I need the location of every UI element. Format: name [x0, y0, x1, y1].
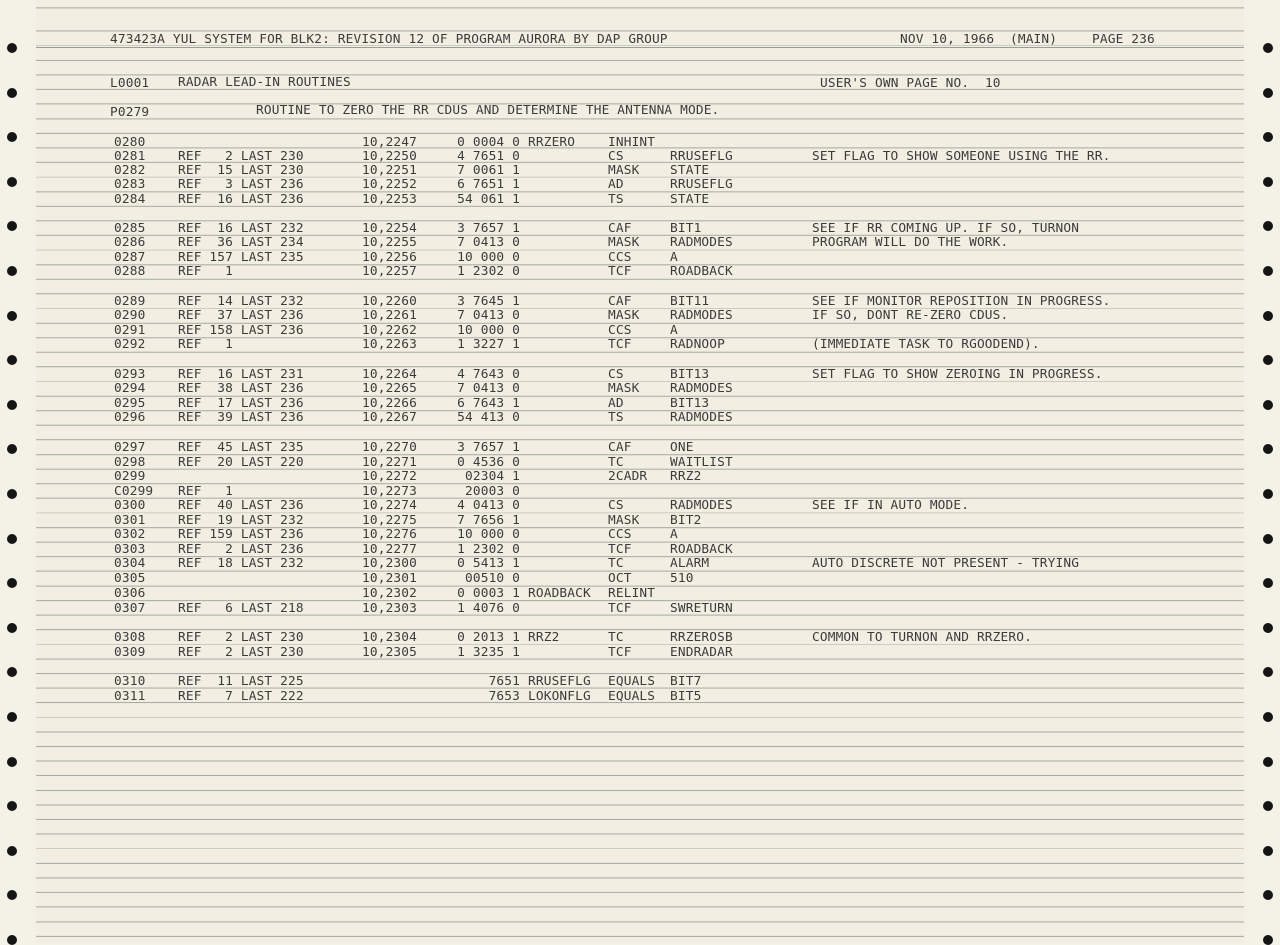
cross-reference: REF 2 LAST 230	[178, 149, 304, 164]
cross-reference: REF 11 LAST 225	[178, 674, 304, 689]
opcode: TCF	[608, 645, 632, 660]
cross-reference: REF 20 LAST 220	[178, 455, 304, 470]
sprocket-hole	[7, 935, 17, 945]
operand: RRUSEFLG	[670, 177, 733, 192]
sprocket-hole	[7, 623, 17, 633]
comment: IF SO, DONT RE-ZERO CDUS.	[812, 308, 1009, 323]
sprocket-hole	[1263, 43, 1273, 53]
machine-code: 54 413 0	[457, 410, 520, 425]
address: 10,2266	[362, 396, 417, 411]
cross-reference: REF 158 LAST 236	[178, 323, 304, 338]
page-rule	[36, 47, 1244, 48]
location-label: RRUSEFLG	[528, 674, 591, 689]
comment: SET FLAG TO SHOW ZEROING IN PROGRESS.	[812, 367, 1103, 382]
opcode: CAF	[608, 221, 632, 236]
sequence-number: 0290	[114, 308, 146, 323]
cross-reference: REF 45 LAST 235	[178, 440, 304, 455]
cross-reference: REF 14 LAST 232	[178, 294, 304, 309]
comment: PROGRAM WILL DO THE WORK.	[812, 235, 1009, 250]
sprocket-hole	[7, 311, 17, 321]
opcode: INHINT	[608, 135, 656, 150]
sequence-number: 0297	[114, 440, 146, 455]
sprocket-hole	[7, 266, 17, 276]
address: 10,2260	[362, 294, 417, 309]
cross-reference: REF 16 LAST 236	[178, 192, 304, 207]
operand: RADNOOP	[670, 337, 725, 352]
address: 10,2247	[362, 135, 417, 150]
opcode: MASK	[608, 513, 640, 528]
sprocket-hole	[1263, 935, 1273, 945]
address: 10,2272	[362, 469, 417, 484]
cross-reference: REF 36 LAST 234	[178, 235, 304, 250]
cross-reference: REF 19 LAST 232	[178, 513, 304, 528]
machine-code: 4 7643 0	[457, 367, 520, 382]
sequence-number: 0300	[114, 498, 146, 513]
machine-code: 0 5413 1	[457, 556, 520, 571]
sprocket-hole	[7, 400, 17, 410]
machine-code: 4 0413 0	[457, 498, 520, 513]
cross-reference: REF 1	[178, 484, 233, 499]
machine-code: 7 0413 0	[457, 381, 520, 396]
sprocket-hole	[1263, 177, 1273, 187]
address: 10,2302	[362, 586, 417, 601]
cross-reference: REF 15 LAST 230	[178, 163, 304, 178]
machine-code: 7653	[488, 689, 520, 704]
opcode: CAF	[608, 440, 632, 455]
sprocket-hole	[7, 43, 17, 53]
sequence-number: 0284	[114, 192, 146, 207]
operand: ROADBACK	[670, 264, 733, 279]
comment: SEE IF MONITOR REPOSITION IN PROGRESS.	[812, 294, 1111, 309]
sprocket-hole	[1263, 266, 1273, 276]
opcode: EQUALS	[608, 689, 656, 704]
sprocket-hole	[1263, 757, 1273, 767]
sequence-number: 0309	[114, 645, 146, 660]
sequence-number: 0298	[114, 455, 146, 470]
sprocket-hole	[7, 177, 17, 187]
operand: RADMODES	[670, 308, 733, 323]
sprocket-hole	[1263, 400, 1273, 410]
address: 10,2262	[362, 323, 417, 338]
address: 10,2254	[362, 221, 417, 236]
address: 10,2276	[362, 527, 417, 542]
address: 10,2270	[362, 440, 417, 455]
operand: RADMODES	[670, 498, 733, 513]
machine-code: 00510 0	[465, 571, 520, 586]
address: 10,2257	[362, 264, 417, 279]
machine-code: 3 7657 1	[457, 440, 520, 455]
machine-code: 3 7657 1	[457, 221, 520, 236]
machine-code: 7 0413 0	[457, 308, 520, 323]
opcode: TCF	[608, 542, 632, 557]
machine-code: 10 000 0	[457, 250, 520, 265]
location-label: RRZERO	[528, 135, 576, 150]
machine-code: 1 2302 0	[457, 264, 520, 279]
opcode: MASK	[608, 235, 640, 250]
cross-reference: REF 38 LAST 236	[178, 381, 304, 396]
address: 10,2265	[362, 381, 417, 396]
log-label: L0001	[110, 76, 150, 91]
machine-code: 02304 1	[465, 469, 520, 484]
listing-title: 473423A YUL SYSTEM FOR BLK2: REVISION 12 OF PROGRAM AURORA BY DAP GROUP	[110, 32, 668, 47]
machine-code: 54 061 1	[457, 192, 520, 207]
address: 10,2256	[362, 250, 417, 265]
cross-reference: REF 2 LAST 230	[178, 630, 304, 645]
operand: A	[670, 323, 678, 338]
opcode: AD	[608, 177, 624, 192]
address: 10,2304	[362, 630, 417, 645]
machine-code: 7 7656 1	[457, 513, 520, 528]
cross-reference: REF 2 LAST 230	[178, 645, 304, 660]
operand: BIT5	[670, 689, 702, 704]
opcode: TS	[608, 410, 624, 425]
machine-code: 0 2013 1	[457, 630, 520, 645]
sprocket-hole	[1263, 489, 1273, 499]
sequence-number: 0282	[114, 163, 146, 178]
sequence-number: 0293	[114, 367, 146, 382]
listing-date: NOV 10, 1966 (MAIN)	[900, 32, 1058, 47]
machine-code: 10 000 0	[457, 527, 520, 542]
operand: RADMODES	[670, 410, 733, 425]
operand: BIT11	[670, 294, 710, 309]
operand: RRZ2	[670, 469, 702, 484]
cross-reference: REF 16 LAST 232	[178, 221, 304, 236]
opcode: CAF	[608, 294, 632, 309]
sequence-number: 0304	[114, 556, 146, 571]
sprocket-hole	[1263, 846, 1273, 856]
address: 10,2301	[362, 571, 417, 586]
opcode: MASK	[608, 163, 640, 178]
operand: RADMODES	[670, 381, 733, 396]
opcode: TC	[608, 630, 624, 645]
machine-code: 3 7645 1	[457, 294, 520, 309]
opcode: 2CADR	[608, 469, 648, 484]
sequence-number: 0308	[114, 630, 146, 645]
opcode: MASK	[608, 308, 640, 323]
sprocket-hole	[7, 88, 17, 98]
address: 10,2264	[362, 367, 417, 382]
location-label: LOKONFLG	[528, 689, 591, 704]
sequence-number: C0299	[114, 484, 154, 499]
opcode: TS	[608, 192, 624, 207]
cross-reference: REF 39 LAST 236	[178, 410, 304, 425]
sequence-number: 0307	[114, 601, 146, 616]
opcode: TCF	[608, 264, 632, 279]
machine-code: 20003 0	[465, 484, 520, 499]
operand: ALARM	[670, 556, 710, 571]
sequence-number: 0283	[114, 177, 146, 192]
sequence-number: 0301	[114, 513, 146, 528]
sprocket-hole	[1263, 712, 1273, 722]
sequence-number: 0295	[114, 396, 146, 411]
machine-code: 6 7651 1	[457, 177, 520, 192]
sequence-number: 0299	[114, 469, 146, 484]
operand: 510	[670, 571, 694, 586]
operand: A	[670, 250, 678, 265]
machine-code: 1 3235 1	[457, 645, 520, 660]
comment: SET FLAG TO SHOW SOMEONE USING THE RR.	[812, 149, 1111, 164]
procedure-title: ROUTINE TO ZERO THE RR CDUS AND DETERMINE THE ANTENNA MODE.	[256, 103, 720, 118]
opcode: EQUALS	[608, 674, 656, 689]
address: 10,2263	[362, 337, 417, 352]
operand: BIT13	[670, 396, 710, 411]
location-label: ROADBACK	[528, 586, 591, 601]
machine-code: 0 0004 0	[457, 135, 520, 150]
comment: (IMMEDIATE TASK TO RGOODEND).	[812, 337, 1040, 352]
sequence-number: 0296	[114, 410, 146, 425]
operand: BIT1	[670, 221, 702, 236]
sprocket-hole	[7, 757, 17, 767]
cross-reference: REF 16 LAST 231	[178, 367, 304, 382]
sequence-number: 0302	[114, 527, 146, 542]
machine-code: 10 000 0	[457, 323, 520, 338]
cross-reference: REF 157 LAST 235	[178, 250, 304, 265]
address: 10,2253	[362, 192, 417, 207]
address: 10,2277	[362, 542, 417, 557]
operand: BIT2	[670, 513, 702, 528]
sequence-number: 0285	[114, 221, 146, 236]
cross-reference: REF 17 LAST 236	[178, 396, 304, 411]
opcode: TCF	[608, 337, 632, 352]
opcode: OCT	[608, 571, 632, 586]
operand: ONE	[670, 440, 694, 455]
address: 10,2251	[362, 163, 417, 178]
opcode: RELINT	[608, 586, 656, 601]
sequence-number: 0305	[114, 571, 146, 586]
comment: SEE IF IN AUTO MODE.	[812, 498, 970, 513]
opcode: TCF	[608, 601, 632, 616]
cross-reference: REF 7 LAST 222	[178, 689, 304, 704]
sequence-number: 0280	[114, 135, 146, 150]
comment: AUTO DISCRETE NOT PRESENT - TRYING	[812, 556, 1080, 571]
users-page-number: USER'S OWN PAGE NO. 10	[820, 76, 1001, 91]
address: 10,2267	[362, 410, 417, 425]
sequence-number: 0288	[114, 264, 146, 279]
address: 10,2275	[362, 513, 417, 528]
operand: STATE	[670, 163, 710, 178]
sequence-number: 0294	[114, 381, 146, 396]
opcode: CS	[608, 149, 624, 164]
sprocket-hole	[7, 846, 17, 856]
procedure-label: P0279	[110, 105, 150, 120]
cross-reference: REF 159 LAST 236	[178, 527, 304, 542]
sprocket-hole	[1263, 311, 1273, 321]
cross-reference: REF 3 LAST 236	[178, 177, 304, 192]
opcode: CCS	[608, 323, 632, 338]
sequence-number: 0287	[114, 250, 146, 265]
opcode: TC	[608, 556, 624, 571]
sprocket-hole	[7, 534, 17, 544]
sequence-number: 0286	[114, 235, 146, 250]
machine-code: 1 3227 1	[457, 337, 520, 352]
opcode: AD	[608, 396, 624, 411]
comment: SEE IF RR COMING UP. IF SO, TURNON	[812, 221, 1080, 236]
sprocket-hole	[7, 489, 17, 499]
cross-reference: REF 37 LAST 236	[178, 308, 304, 323]
address: 10,2274	[362, 498, 417, 513]
sequence-number: 0291	[114, 323, 146, 338]
cross-reference: REF 1	[178, 337, 233, 352]
operand: ENDRADAR	[670, 645, 733, 660]
sequence-number: 0292	[114, 337, 146, 352]
operand: BIT13	[670, 367, 710, 382]
cross-reference: REF 40 LAST 236	[178, 498, 304, 513]
address: 10,2305	[362, 645, 417, 660]
machine-code: 0 0003 1	[457, 586, 520, 601]
log-title: RADAR LEAD-IN ROUTINES	[178, 75, 351, 90]
sprocket-hole	[1263, 623, 1273, 633]
operand: BIT7	[670, 674, 702, 689]
operand: SWRETURN	[670, 601, 733, 616]
operand: RADMODES	[670, 235, 733, 250]
machine-code: 4 7651 0	[457, 149, 520, 164]
operand: STATE	[670, 192, 710, 207]
sprocket-hole	[1263, 88, 1273, 98]
right-tractor-margin	[1244, 0, 1280, 943]
sequence-number: 0306	[114, 586, 146, 601]
address: 10,2250	[362, 149, 417, 164]
machine-code: 7 0413 0	[457, 235, 520, 250]
machine-code: 0 4536 0	[457, 455, 520, 470]
opcode: CS	[608, 498, 624, 513]
address: 10,2271	[362, 455, 417, 470]
machine-code: 6 7643 1	[457, 396, 520, 411]
address: 10,2273	[362, 484, 417, 499]
comment: COMMON TO TURNON AND RRZERO.	[812, 630, 1032, 645]
operand: A	[670, 527, 678, 542]
sequence-number: 0311	[114, 689, 146, 704]
machine-code: 7651	[488, 674, 520, 689]
machine-code: 7 0061 1	[457, 163, 520, 178]
operand: RRZEROSB	[670, 630, 733, 645]
sequence-number: 0310	[114, 674, 146, 689]
cross-reference: REF 18 LAST 232	[178, 556, 304, 571]
address: 10,2255	[362, 235, 417, 250]
address: 10,2300	[362, 556, 417, 571]
cross-reference: REF 2 LAST 236	[178, 542, 304, 557]
address: 10,2252	[362, 177, 417, 192]
location-label: RRZ2	[528, 630, 560, 645]
sprocket-hole	[1263, 534, 1273, 544]
machine-code: 1 4076 0	[457, 601, 520, 616]
address: 10,2261	[362, 308, 417, 323]
sequence-number: 0289	[114, 294, 146, 309]
sequence-number: 0281	[114, 149, 146, 164]
operand: WAITLIST	[670, 455, 733, 470]
machine-code: 1 2302 0	[457, 542, 520, 557]
operand: RRUSEFLG	[670, 149, 733, 164]
page-number: PAGE 236	[1092, 32, 1155, 47]
opcode: CCS	[608, 527, 632, 542]
opcode: MASK	[608, 381, 640, 396]
operand: ROADBACK	[670, 542, 733, 557]
sequence-number: 0303	[114, 542, 146, 557]
cross-reference: REF 6 LAST 218	[178, 601, 304, 616]
opcode: CS	[608, 367, 624, 382]
sprocket-hole	[7, 712, 17, 722]
opcode: CCS	[608, 250, 632, 265]
opcode: TC	[608, 455, 624, 470]
address: 10,2303	[362, 601, 417, 616]
cross-reference: REF 1	[178, 264, 233, 279]
left-tractor-margin	[0, 0, 36, 943]
